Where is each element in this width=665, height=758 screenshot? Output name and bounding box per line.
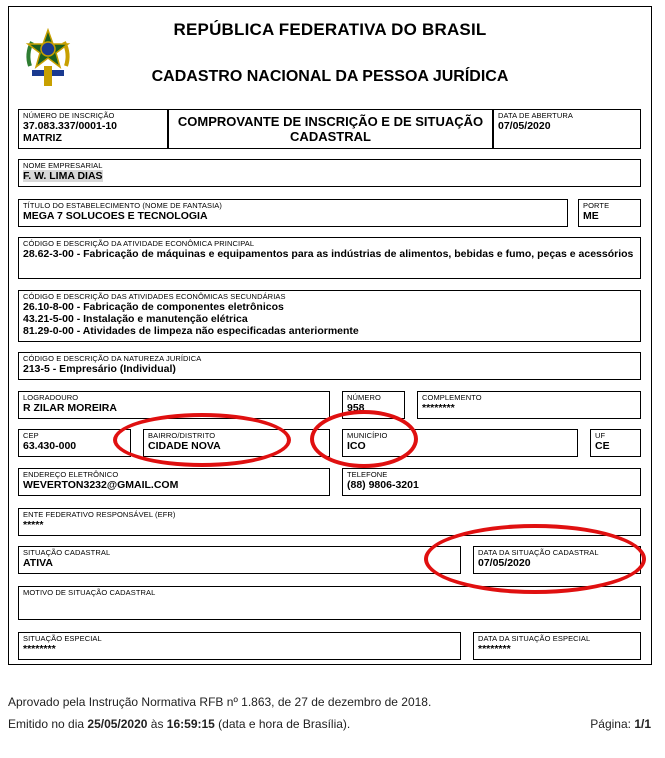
field-label: CÓDIGO E DESCRIÇÃO DAS ATIVIDADES ECONÔMICAS SECUNDÁRIAS: [23, 292, 286, 301]
atividades-secundarias-box: [18, 290, 641, 342]
document-title-box: [168, 109, 493, 149]
field-label: TELEFONE: [347, 470, 388, 479]
annotation-circle-data-situacao: [424, 524, 646, 594]
page-number: 1/1: [634, 717, 651, 731]
nome-empresarial-value: F. W. LIMA DIAS: [23, 170, 103, 182]
data-situacao-especial-box: [473, 632, 641, 660]
annotation-circle-municipio: [310, 410, 418, 468]
email-box: [18, 468, 330, 496]
page-subtitle: CADASTRO NACIONAL DA PESSOA JURÍDICA: [151, 68, 509, 85]
field-label: COMPLEMENTO: [422, 393, 482, 402]
field-label: NÚMERO: [347, 393, 381, 402]
document-title-line1: COMPROVANTE DE INSCRIÇÃO E DE SITUAÇÃO: [177, 114, 484, 129]
field-label: DATA DE ABERTURA: [498, 111, 573, 120]
uf-value: CE: [595, 440, 610, 452]
telefone-box: [342, 468, 641, 496]
atividade-principal-box: [18, 237, 641, 279]
footer-emitted: [8, 717, 350, 731]
porte-box: [578, 199, 641, 227]
emitted-mid: às: [147, 717, 167, 731]
data-situacao-especial-value: ********: [478, 643, 511, 655]
abertura-box: [493, 109, 641, 149]
email-value: WEVERTON3232@GMAIL.COM: [23, 479, 179, 491]
field-label: UF: [595, 431, 606, 440]
field-label: MOTIVO DE SITUAÇÃO CADASTRAL: [23, 588, 156, 597]
municipio-value: ICO: [347, 440, 366, 452]
situacao-value: ATIVA: [23, 557, 53, 569]
field-label: PORTE: [583, 201, 610, 210]
bairro-value: CIDADE NOVA: [148, 440, 221, 452]
atividade-secundaria-item: 26.10-8-00 - Fabricação de componentes eletrônicos: [23, 301, 284, 313]
porte-value: ME: [583, 210, 599, 222]
field-label: NÚMERO DE INSCRIÇÃO: [23, 111, 115, 120]
emitted-time: 16:59:15: [166, 717, 215, 731]
field-label: CÓDIGO E DESCRIÇÃO DA ATIVIDADE ECONÔMICA PRINCIPAL: [23, 239, 255, 248]
field-label: TÍTULO DO ESTABELECIMENTO (NOME DE FANTASIA): [23, 201, 223, 210]
inscricao-type: MATRIZ: [23, 132, 62, 144]
natureza-juridica-value: 213-5 - Empresário (Individual): [23, 363, 176, 375]
logradouro-value: R ZILAR MOREIRA: [23, 402, 117, 414]
field-label: CEP: [23, 431, 39, 440]
field-label: LOGRADOURO: [23, 393, 79, 402]
situacao-especial-value: ********: [23, 643, 56, 655]
atividade-secundaria-item: 81.29-0-00 - Atividades de limpeza não especificadas anteriormente: [23, 325, 359, 337]
atividade-secundaria-item: 43.21-5-00 - Instalação e manutenção elétrica: [23, 313, 248, 325]
numero-value: 958: [347, 402, 365, 414]
cep-value: 63.430-000: [23, 440, 77, 452]
fantasia-value: MEGA 7 SOLUCOES E TECNOLOGIA: [23, 210, 208, 222]
field-label: SITUAÇÃO ESPECIAL: [23, 634, 102, 643]
field-label: MUNICÍPIO: [347, 431, 388, 440]
inscricao-box: [18, 109, 168, 149]
field-label: ENDEREÇO ELETRÔNICO: [23, 470, 119, 479]
brazil-coat-of-arms-icon: [22, 28, 74, 88]
field-label: BAIRRO/DISTRITO: [148, 431, 216, 440]
atividade-principal-value: 28.62-3-00 - Fabricação de máquinas e equipamentos para as indústrias de alimentos, bebidas e fumo, peças e acessórios: [23, 248, 634, 260]
annotation-circle-bairro: [113, 413, 291, 467]
page-title: REPÚBLICA FEDERATIVA DO BRASIL: [173, 20, 487, 39]
abertura-value: 07/05/2020: [498, 120, 551, 132]
emitted-prefix: Emitido no dia: [8, 717, 88, 731]
fantasia-box: [18, 199, 568, 227]
natureza-juridica-box: [18, 352, 641, 380]
emitted-date: 25/05/2020: [87, 717, 148, 731]
situacao-especial-box: [18, 632, 461, 660]
field-label: NOME EMPRESARIAL: [23, 161, 103, 170]
nome-empresarial-box: [18, 159, 641, 187]
field-label: CÓDIGO E DESCRIÇÃO DA NATUREZA JURÍDICA: [23, 354, 202, 363]
document-title-line2: CADASTRAL: [290, 129, 371, 144]
emitted-suffix: (data e hora de Brasília).: [214, 717, 351, 731]
footer-page: [590, 717, 651, 731]
data-situacao-value: 07/05/2020: [478, 557, 531, 569]
page-label: Página:: [590, 717, 635, 731]
field-label: DATA DA SITUAÇÃO ESPECIAL: [478, 634, 591, 643]
situacao-box: [18, 546, 461, 574]
field-label: SITUAÇÃO CADASTRAL: [23, 548, 111, 557]
field-label: DATA DA SITUAÇÃO CADASTRAL: [478, 548, 599, 557]
cnpj-number: 37.083.337/0001-10: [23, 120, 118, 132]
complemento-value: ********: [422, 402, 455, 414]
telefone-value: (88) 9806-3201: [347, 479, 419, 491]
complemento-box: [417, 391, 641, 419]
efr-value: *****: [23, 519, 44, 531]
field-label: ENTE FEDERATIVO RESPONSÁVEL (EFR): [23, 510, 176, 519]
uf-box: [590, 429, 641, 457]
footer-approved: Aprovado pela Instrução Normativa RFB nº 1.863, de 27 de dezembro de 2018.: [8, 695, 432, 709]
